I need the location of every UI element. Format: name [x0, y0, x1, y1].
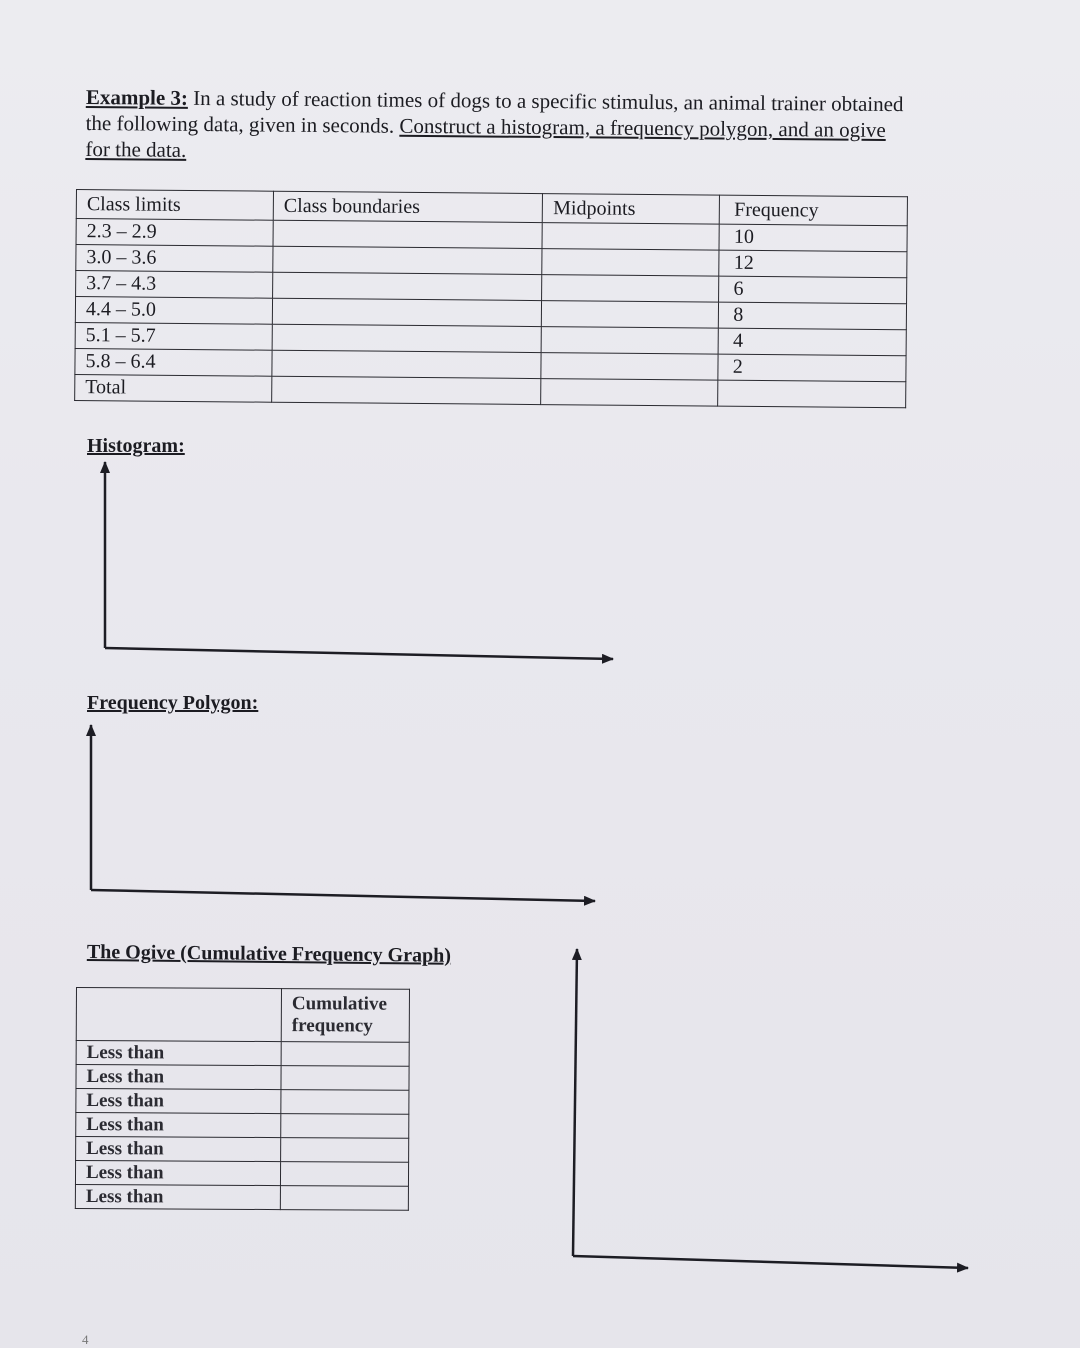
histogram-axes[interactable] [105, 462, 613, 659]
cumulative-label: Cumulative [291, 993, 387, 1015]
class-limits-cell: 3.0 – 3.6 [76, 245, 273, 273]
ogive-table [75, 987, 410, 1211]
cumulative-frequency-cell[interactable] [281, 1066, 409, 1091]
frequency-cell: 12 [719, 250, 907, 278]
cumulative-frequency-cell[interactable] [280, 1186, 408, 1211]
ogive-axes[interactable] [573, 949, 968, 1268]
table-row [76, 1089, 409, 1115]
frequency-cell: 2 [718, 354, 906, 382]
header-class-limits: Class limits [76, 190, 273, 221]
class-limits-cell: 4.4 – 5.0 [75, 297, 272, 325]
cumulative-frequency-cell[interactable] [281, 1138, 409, 1163]
table-row [76, 1137, 409, 1163]
less-than-label: Less than [76, 1089, 281, 1114]
frequency-cell: 8 [719, 302, 907, 330]
frequency-cell: 10 [719, 224, 907, 252]
page-number: 4 [82, 1332, 89, 1347]
less-than-label: Less than [75, 1184, 280, 1209]
example-label: Example 3: [85, 84, 189, 110]
class-limits-cell: 5.8 – 6.4 [75, 348, 272, 376]
less-than-label: Less than [76, 1065, 281, 1090]
less-than-label: Less than [76, 1137, 281, 1162]
polygon-x-axis [91, 890, 595, 901]
header-midpoints: Midpoints [543, 194, 720, 225]
class-limits-cell: 3.7 – 4.3 [76, 271, 273, 299]
table-row [76, 1113, 409, 1139]
total-label: Total [75, 374, 272, 402]
less-than-label: Less than [76, 1041, 281, 1066]
less-than-label: Less than [76, 1113, 281, 1138]
frequency-polygon-axes[interactable] [91, 725, 595, 901]
table-row [76, 1065, 409, 1091]
example-text: In a study of reaction times of dogs to a specific stimulus, an animal trainer obtained the following data, given in seconds. [85, 85, 904, 138]
cumulative-frequency-cell[interactable] [281, 1042, 409, 1067]
ogive-header-blank [76, 988, 281, 1042]
frequency-cell: 6 [719, 276, 907, 304]
cumulative-frequency-cell[interactable] [281, 1090, 409, 1115]
ogive-title: The Ogive (Cumulative Frequency Graph) [86, 941, 452, 967]
ogive-header-cumulative [281, 989, 409, 1043]
table-row [75, 1161, 408, 1187]
histogram-title: Histogram: [87, 435, 185, 457]
cumulative-frequency-cell[interactable] [281, 1114, 409, 1139]
table-row [76, 1041, 409, 1067]
ogive-header-row [76, 988, 409, 1043]
table-row [75, 1184, 408, 1210]
less-than-label: Less than [75, 1161, 280, 1186]
frequency-cell: 4 [718, 328, 906, 356]
frequency-polygon-title: Frequency Polygon: [87, 692, 259, 714]
histogram-x-axis [105, 648, 613, 659]
example-instruction: Construct a histogram, a frequency polygon, and an ogive for the data. [85, 113, 886, 162]
class-limits-cell: 5.1 – 5.7 [75, 322, 272, 350]
header-frequency: Frequency [720, 195, 908, 226]
cumulative-frequency-cell[interactable] [280, 1162, 408, 1187]
ogive-y-axis [573, 949, 577, 1256]
ogive-x-axis [573, 1256, 968, 1268]
header-class-boundaries: Class boundaries [273, 191, 543, 222]
frequency-label: frequency [291, 1015, 373, 1037]
class-limits-cell: 2.3 – 2.9 [76, 219, 273, 247]
